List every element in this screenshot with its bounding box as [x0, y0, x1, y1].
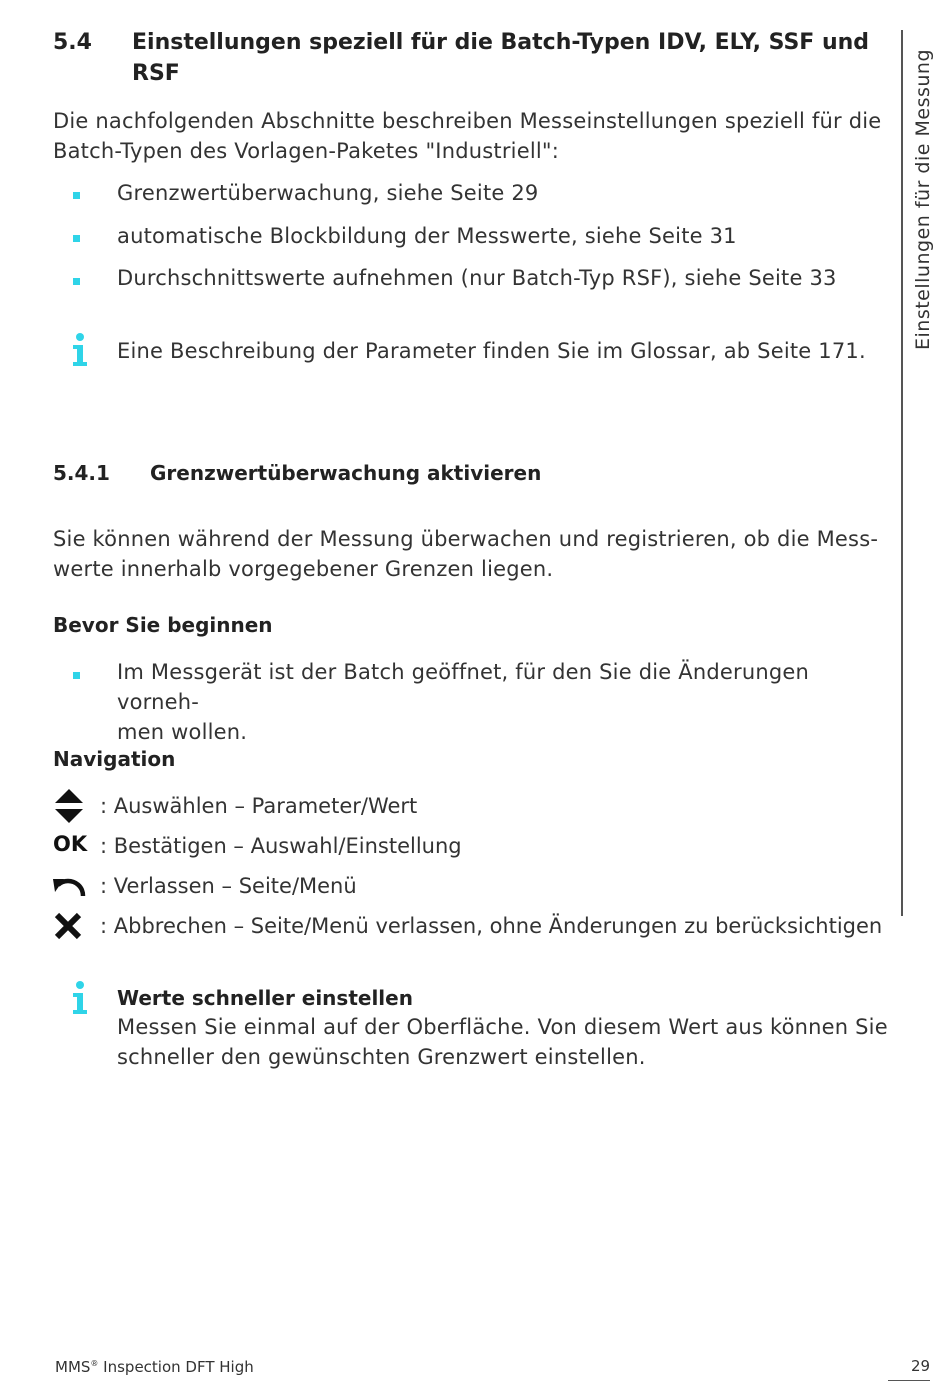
footer-product-prefix: MMS	[55, 1358, 91, 1376]
section-intro-line1: Die nachfolgenden Abschnitte beschreiben Messeinstellungen speziell für die	[53, 109, 882, 133]
footer-product-suffix: Inspection DFT High	[98, 1358, 254, 1376]
cancel-x-icon	[54, 912, 82, 940]
up-down-arrows-icon	[53, 788, 85, 824]
before-item-line1: Im Messgerät ist der Batch geöffnet, für den Sie die Änderungen vorneh-	[117, 660, 809, 714]
subsection-title: Grenzwertüberwachung aktivieren	[150, 461, 542, 485]
before-item-line2: men wollen.	[117, 720, 248, 744]
section-title	[132, 27, 892, 89]
bullet-marker	[73, 192, 80, 199]
side-divider	[901, 30, 903, 916]
bullet-marker	[73, 278, 80, 285]
bullet-marker	[73, 235, 80, 242]
footer-product	[55, 1358, 254, 1376]
footer-rule	[888, 1380, 930, 1381]
section-intro	[53, 106, 893, 166]
tip-line2: schneller den gewünschten Grenzwert einstellen.	[117, 1045, 646, 1069]
tip-line1: Messen Sie einmal auf der Oberfläche. Von diesem Wert aus können Sie	[117, 1015, 888, 1039]
info-icon	[70, 980, 90, 1016]
page-number: 29	[911, 1357, 931, 1375]
subsection-intro-line2: werte innerhalb vorgegebener Grenzen liegen.	[53, 557, 554, 581]
tip-title: Werte schneller einstellen	[117, 986, 413, 1010]
footer-reg-mark: ®	[90, 1359, 99, 1368]
bullet-marker	[73, 672, 80, 679]
nav-exit-text: : Verlassen – Seite/Menü	[100, 874, 357, 898]
info-note: Eine Beschreibung der Parameter finden Sie im Glossar, ab Seite 171.	[117, 339, 866, 363]
section-number: 5.4	[53, 30, 92, 55]
info-icon	[70, 332, 90, 368]
before-item	[117, 657, 897, 747]
bullet-item: Durchschnittswerte aufnehmen (nur Batch-Typ RSF), siehe Seite 33	[117, 266, 837, 290]
bullet-item: Grenzwertüberwachung, siehe Seite 29	[117, 181, 539, 205]
nav-cancel-text: : Abbrechen – Seite/Menü verlassen, ohne Änderungen zu berücksichtigen	[100, 914, 883, 938]
subsection-intro	[53, 524, 893, 584]
section-title-line2: RSF	[132, 61, 180, 86]
nav-confirm-text: : Bestätigen – Auswahl/Einstellung	[100, 834, 462, 858]
bullet-item: automatische Blockbildung der Messwerte, siehe Seite 31	[117, 224, 737, 248]
subsection-intro-line1: Sie können während der Messung überwachen und registrieren, ob die Mess-	[53, 527, 879, 551]
before-heading: Bevor Sie beginnen	[53, 613, 273, 637]
back-arrow-icon	[53, 876, 87, 900]
subsection-number: 5.4.1	[53, 461, 110, 485]
section-title-line1: Einstellungen speziell für die Batch-Typen IDV, ELY, SSF und	[132, 30, 870, 55]
side-chapter-label: Einstellungen für die Messung	[912, 48, 934, 350]
navigation-heading: Navigation	[53, 747, 176, 771]
ok-key-label: OK	[53, 832, 88, 856]
nav-select-text: : Auswählen – Parameter/Wert	[100, 794, 418, 818]
section-intro-line2: Batch-Typen des Vorlagen-Paketes "Industriell":	[53, 139, 560, 163]
tip-block	[117, 984, 897, 1072]
